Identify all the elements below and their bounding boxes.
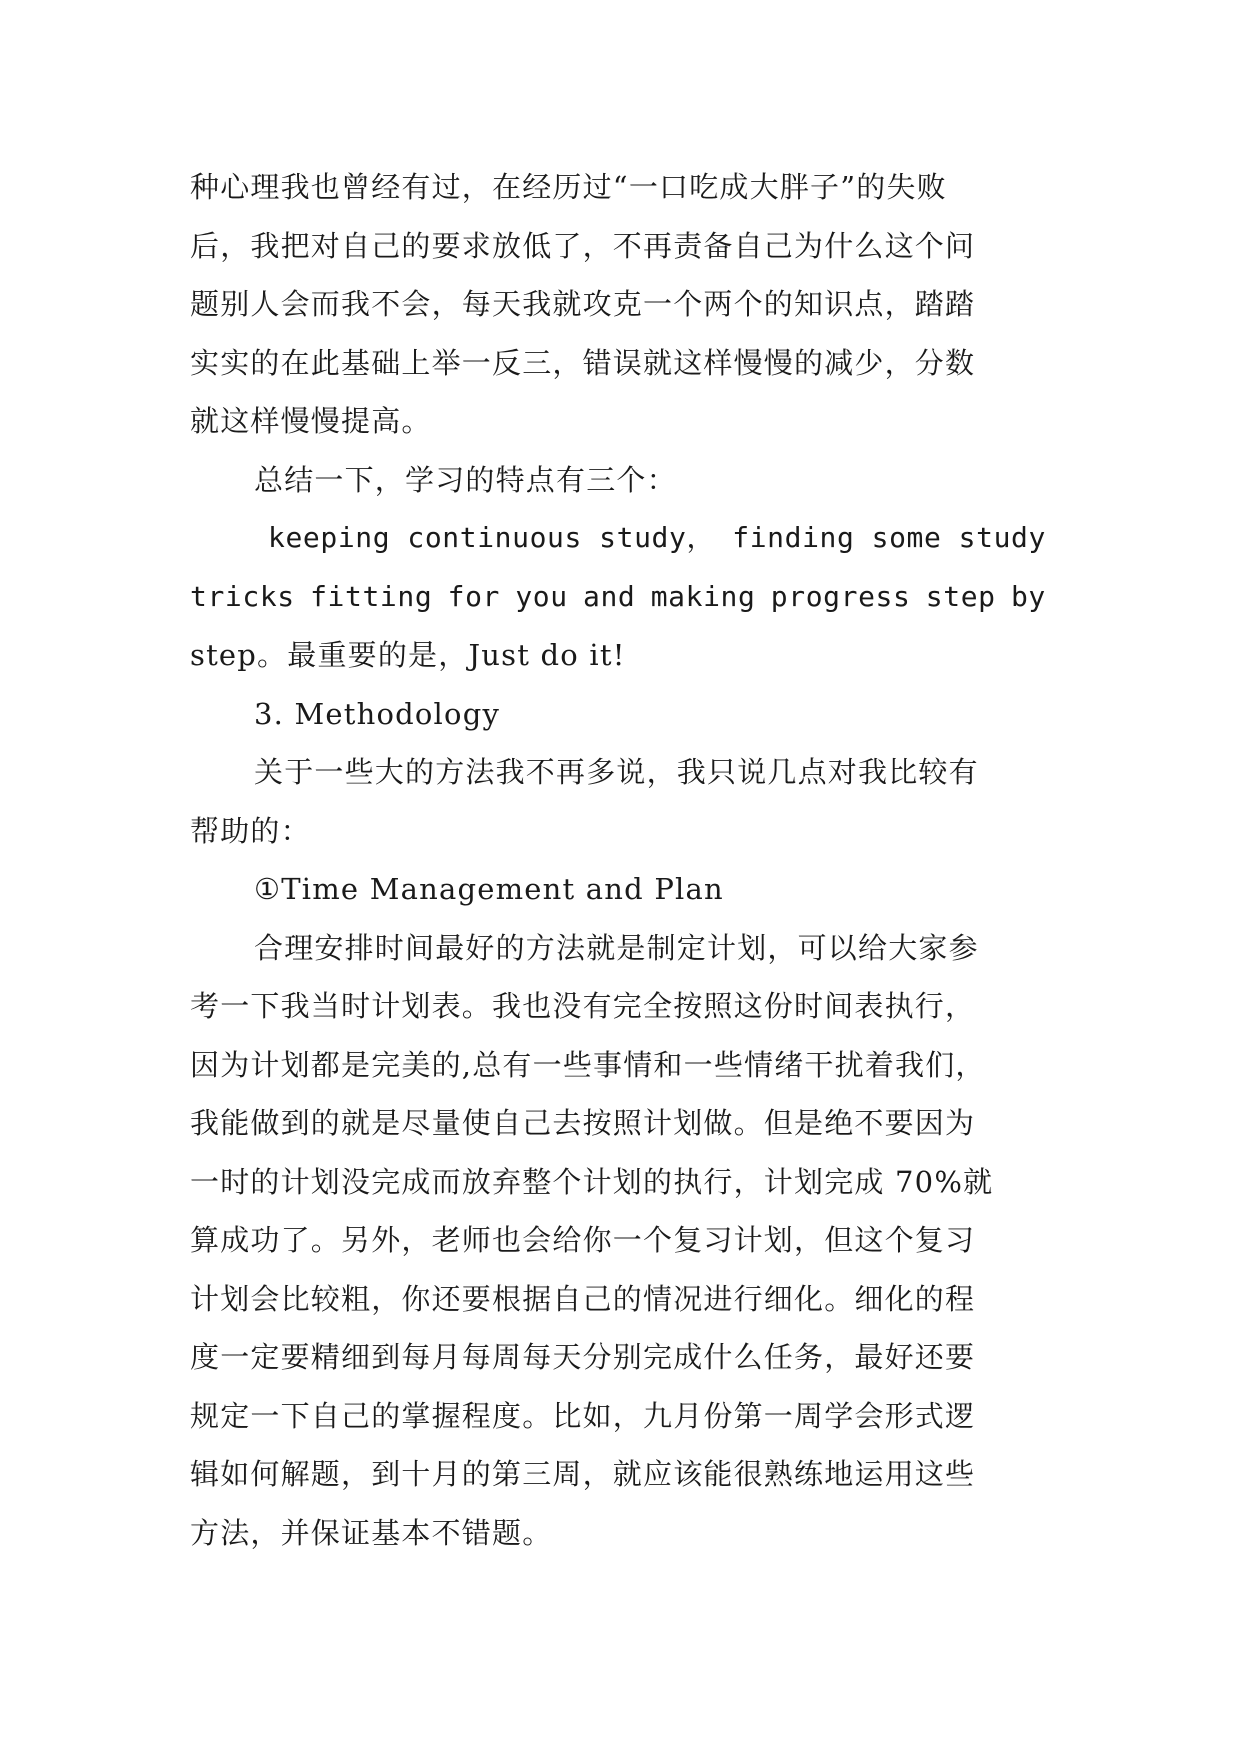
word: for (447, 579, 500, 613)
word: study， (599, 521, 716, 554)
summary-intro: 总结一下，学习的特点有三个： (254, 462, 677, 497)
text-line: 因为计划都是完美的,总有一些事情和一些情绪干扰着我们， (190, 1047, 986, 1082)
text-line: 实实的在此基础上举一反三，错误就这样慢慢的减少，分数 (190, 345, 976, 380)
text-line: 方法，并保证基本不错题。 (190, 1515, 553, 1550)
text-line: 关于一些大的方法我不再多说，我只说几点对我比较有 (254, 755, 979, 789)
plan-paragraph (190, 919, 1046, 1563)
word: by (1010, 579, 1046, 613)
text-line: 一时的计划没完成而放弃整个计划的执行，计划完成 70%就 (190, 1164, 994, 1199)
text-line: 考一下我当时计划表。我也没有完全按照这份时间表执行， (190, 989, 976, 1023)
word: step (925, 579, 996, 613)
section-heading: 3. Methodology (254, 696, 501, 731)
word: some (871, 521, 942, 554)
word: progress (770, 579, 911, 613)
text-line: 种心理我也曾经有过，在经历过“一口吃成大胖子”的失败 (190, 170, 947, 204)
word: study (958, 521, 1046, 554)
word: tricks (190, 579, 295, 613)
text-line: 辑如何解题，到十月的第三周，就应该能很熟练地运用这些 (190, 1457, 976, 1491)
word: finding (732, 521, 855, 554)
text-line: 帮助的： (190, 813, 311, 848)
word: making (650, 579, 756, 613)
subheading-time-management: ①Time Management and Plan (254, 872, 724, 906)
text-line: 我能做到的就是尽量使自己去按照计划做。但是绝不要因为 (190, 1106, 976, 1140)
word: and (583, 579, 636, 613)
text-line: 算成功了。另外，老师也会给你一个复习计划，但这个复习 (190, 1223, 976, 1257)
text-line: 合理安排时间最好的方法就是制定计划，可以给大家参 (254, 930, 979, 965)
text-line: 就这样慢慢提高。 (190, 404, 432, 438)
word: keeping (268, 521, 391, 554)
summary-english-line-2 (190, 568, 1046, 627)
summary-english-line-1 (190, 509, 1046, 568)
methodology-intro (190, 743, 1046, 860)
word: you (515, 579, 568, 613)
document-page (190, 158, 1046, 1562)
paragraph-continuation (190, 158, 1046, 451)
summary-english-line-3: step。最重要的是，Just do it! (190, 638, 626, 672)
text-line: 后，我把对自己的要求放低了，不再责备自己为什么这个问 (190, 228, 976, 263)
text-line: 计划会比较粗，你还要根据自己的情况进行细化。细化的程 (190, 1281, 976, 1316)
word: fitting (310, 579, 433, 613)
text-line: 题别人会而我不会，每天我就攻克一个两个的知识点，踏踏 (190, 287, 976, 321)
text-line: 规定一下自己的掌握程度。比如，九月份第一周学会形式逻 (190, 1398, 976, 1433)
text-line: 度一定要精细到每月每周每天分别完成什么任务，最好还要 (190, 1340, 976, 1374)
word: continuous (407, 521, 582, 554)
